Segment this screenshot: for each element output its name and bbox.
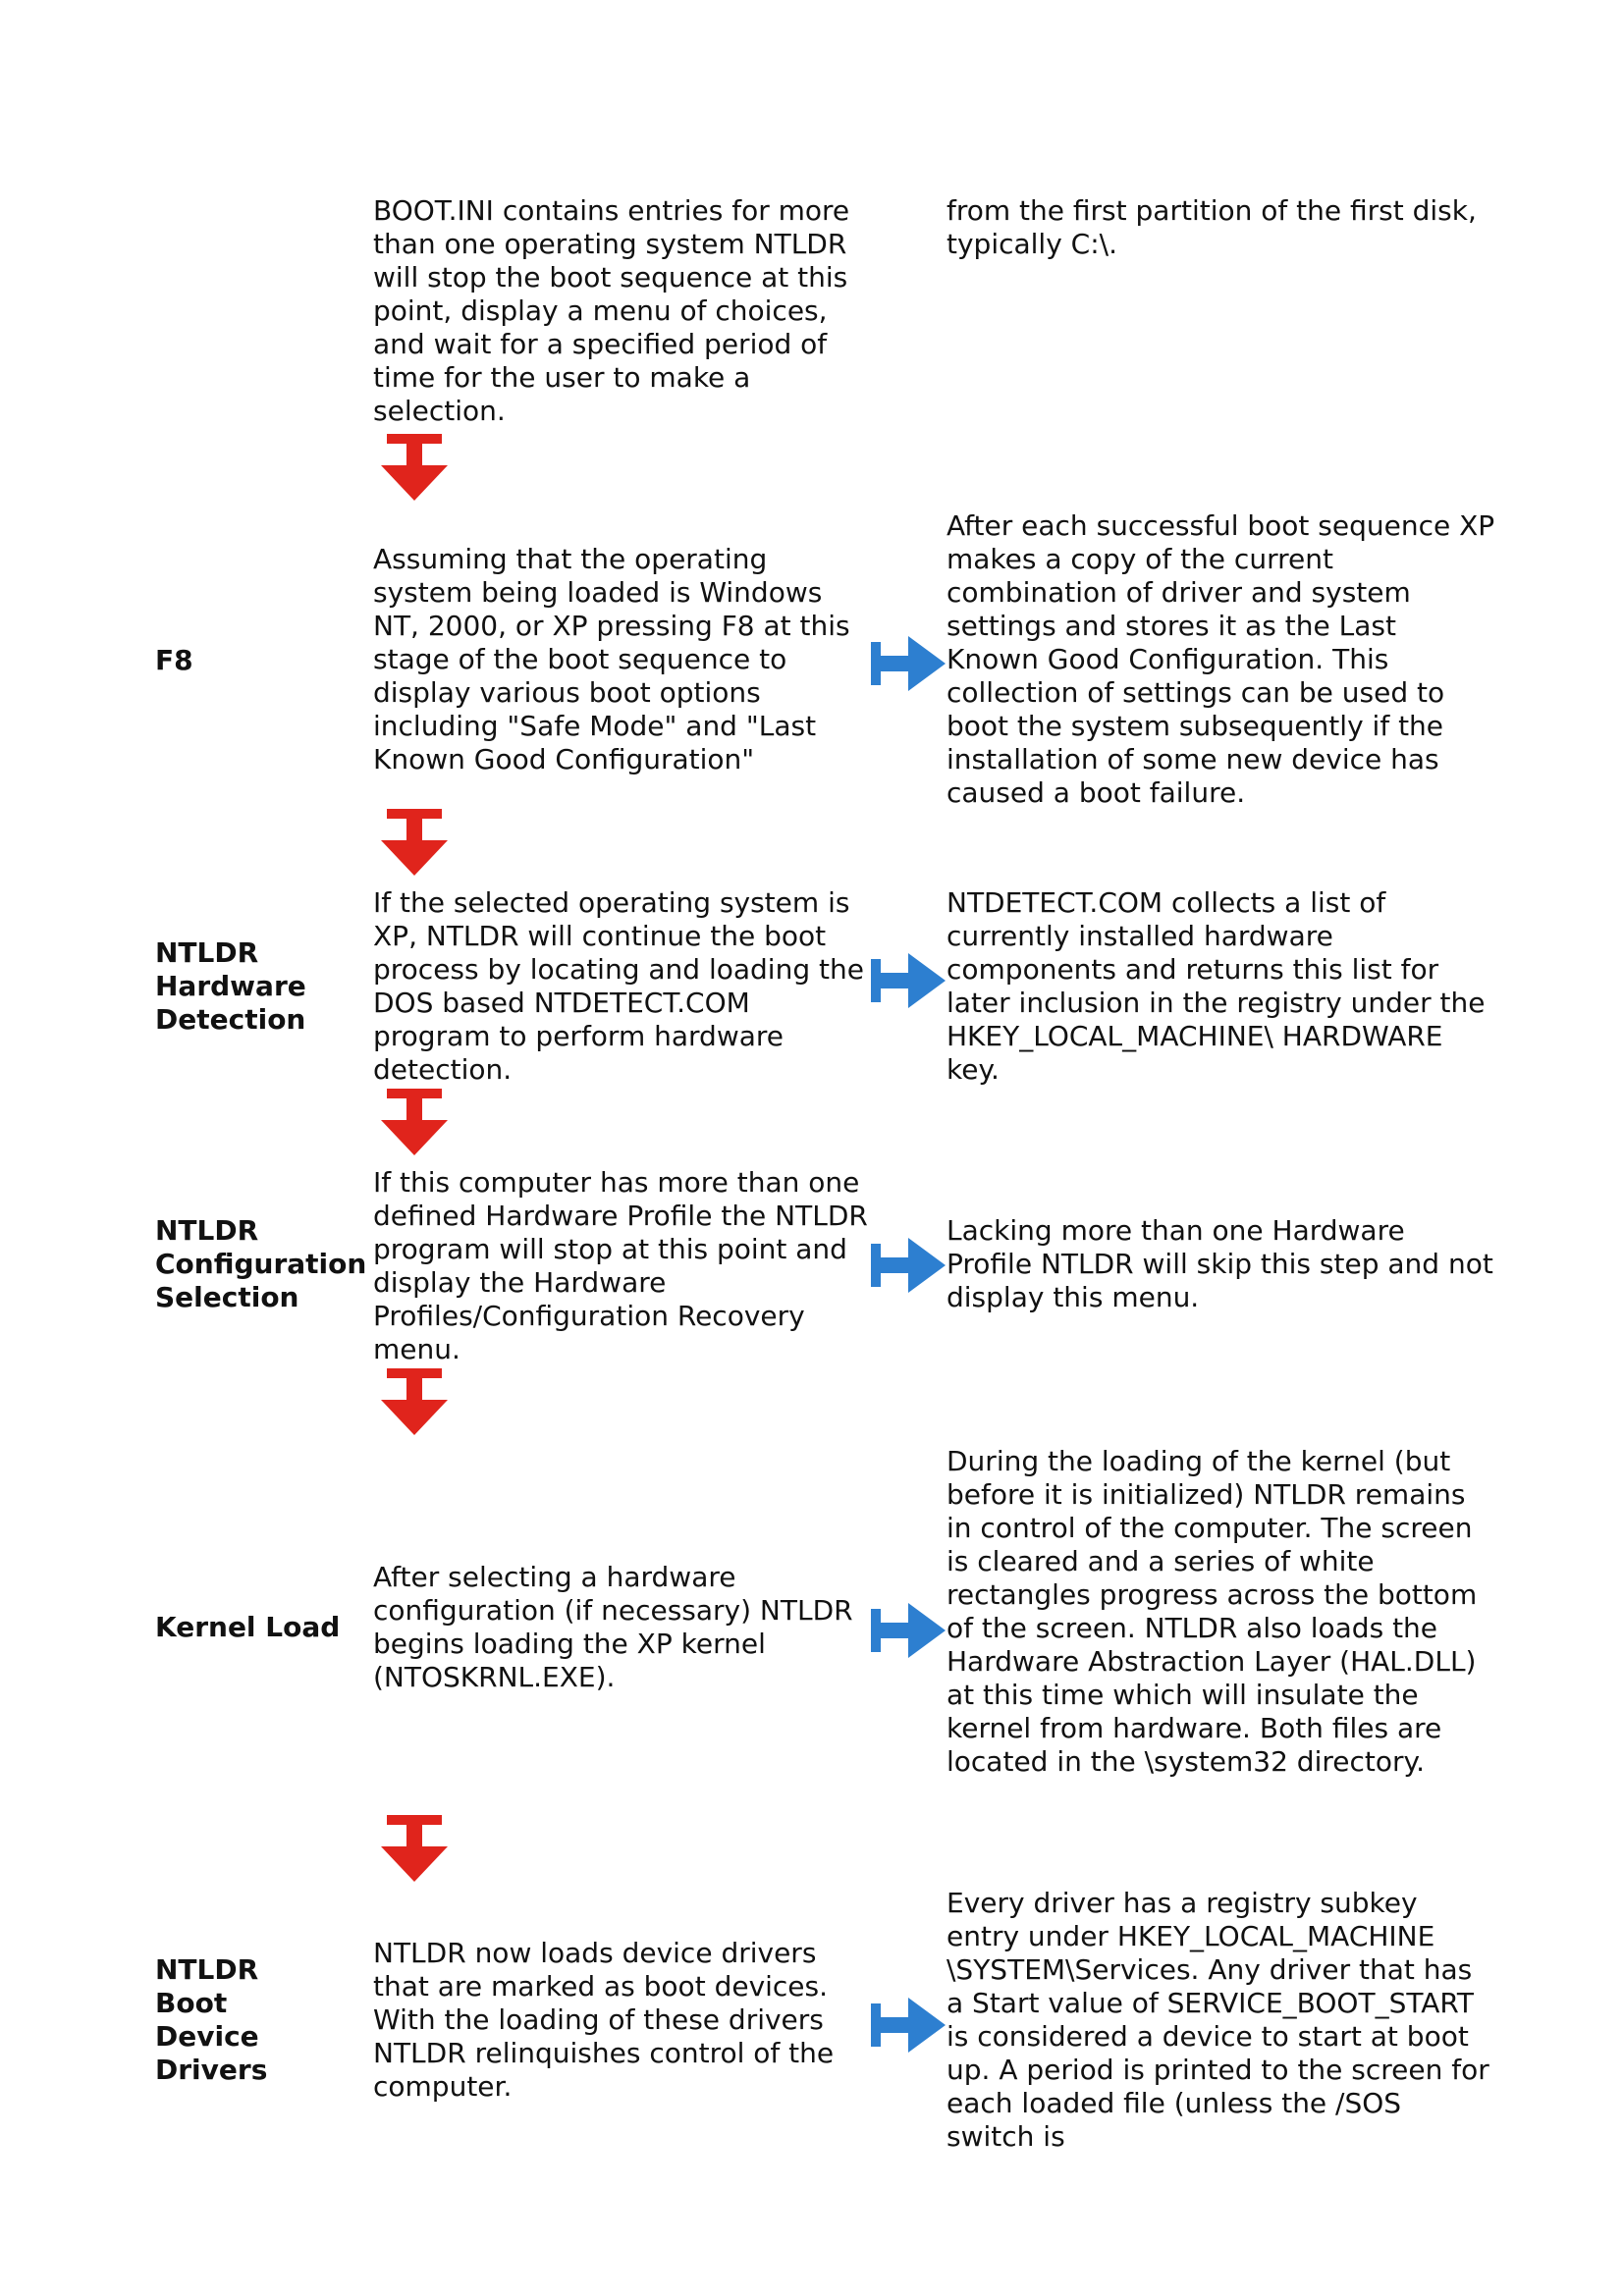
section-1-label: F8 [155,644,193,676]
section-1-detail: After each successful boot sequence XP makes a copy of the current combination of driver and system settings and stores it as the Last Known Good Configuration. This collection of settings can be used to boot the system subsequently if the installation of some new device has caused a boot failure. [947,509,1495,809]
section-3-detail: Lacking more than one Hardware Profile NTLDR will skip this step and not display this menu. [947,1214,1493,1313]
section-4-description: After selecting a hardware configuration (if necessary) NTLDR begins loading the XP kernel (NTOSKRNL.EXE). [373,1561,853,1693]
section-4-label: Kernel Load [155,1611,341,1643]
blue-right-arrow-icon [869,1230,947,1301]
section-0-detail: from the first partition of the first disk, typically C:\. [947,194,1477,260]
blue-right-arrow-icon [869,1595,947,1666]
section-2-label: NTLDR Hardware Detection [155,936,306,1036]
section-2-detail: NTDETECT.COM collects a list of currently installed hardware components and returns this list for later inclusion in the registry under the HKEY_LOCAL_MACHINE\ HARDWARE key. [947,886,1486,1086]
section-1-description: Assuming that the operating system being loaded is Windows NT, 2000, or XP pressing F8 at this stage of the boot sequence to display various boot options including "Safe Mode" and "Last Known Good Configuration" [373,543,850,775]
red-down-arrow-icon [373,1085,456,1159]
section-4-detail: During the loading of the kernel (but before it is initialized) NTLDR remains in control of the computer. The screen is cleared and a series of white rectangles progress across the bottom of the screen. NTLDR also loads the Hardware Abstraction Layer (HAL.DLL) at this time which will insulate the kernel from hardware. Both files are located in the \system32 directory. [947,1445,1478,1778]
blue-right-arrow-icon [869,1990,947,2060]
red-down-arrow-icon [373,1364,456,1439]
blue-right-arrow-icon [869,628,947,699]
red-down-arrow-icon [373,430,456,505]
section-3-label: NTLDR Configuration Selection [155,1214,367,1313]
red-down-arrow-icon [373,1811,456,1886]
section-2-description: If the selected operating system is XP, NTLDR will continue the boot process by locating and loading the DOS based NTDETECT.COM program to perform hardware detection. [373,886,864,1086]
section-3-description: If this computer has more than one defined Hardware Profile the NTLDR program will stop at this point and display the Hardware Profiles/Configuration Recovery menu. [373,1166,868,1365]
section-5-detail: Every driver has a registry subkey entry under HKEY_LOCAL_MACHINE \SYSTEM\Services. Any driver that has a Start value of SERVICE_BOOT_START is considered a device to start at boot up. A period is printed to the screen for each loaded file (unless the /SOS switch is [947,1887,1489,2153]
section-0-description: BOOT.INI contains entries for more than one operating system NTLDR will stop the boot sequence at this point, display a menu of choices, and wait for a specified period of time for the user to make a selection. [373,194,850,427]
section-5-description: NTLDR now loads device drivers that are marked as boot devices. With the loading of these drivers NTLDR relinquishes control of the computer. [373,1937,835,2103]
red-down-arrow-icon [373,805,456,880]
section-5-label: NTLDR Boot Device Drivers [155,1953,268,2086]
blue-right-arrow-icon [869,945,947,1016]
